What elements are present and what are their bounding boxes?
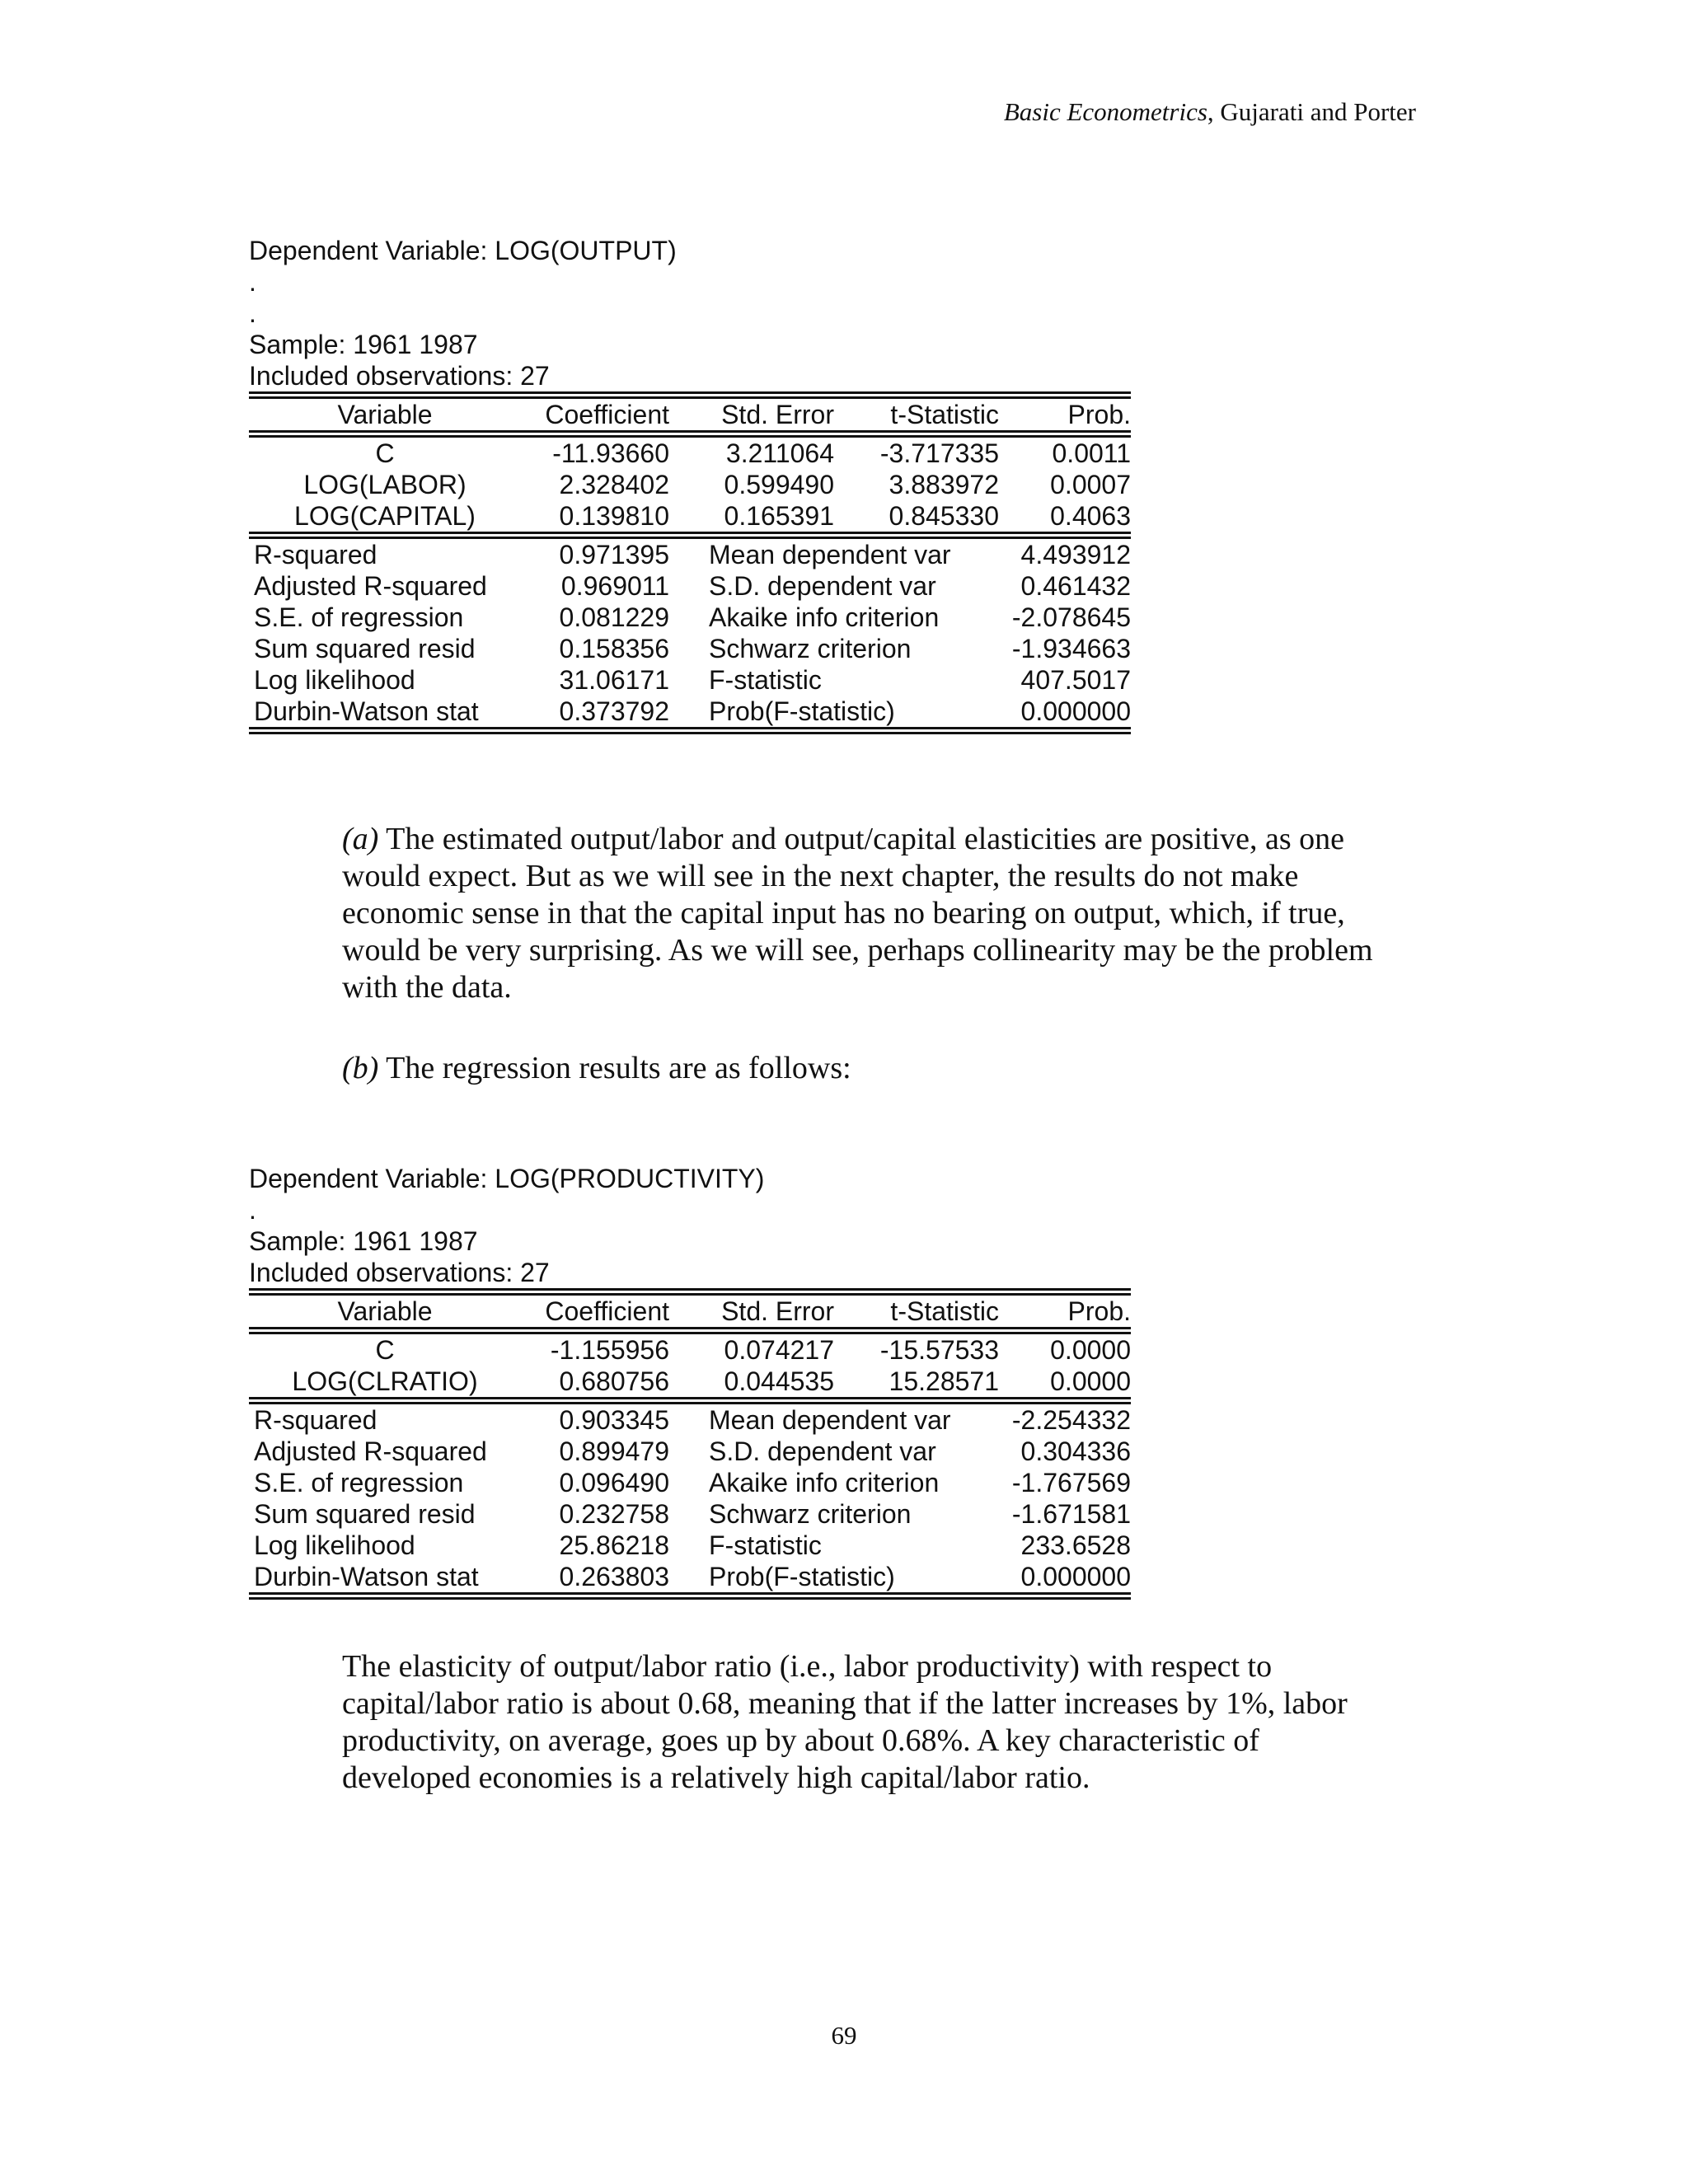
rule-double xyxy=(249,1592,1131,1600)
cell: Schwarz criterion xyxy=(709,1499,912,1529)
rule-double xyxy=(249,391,1131,399)
cell: 0.4063 xyxy=(1050,501,1131,531)
observations: Included observations: 27 xyxy=(249,1258,550,1287)
cell: S.E. of regression xyxy=(254,1468,464,1497)
cell: 0.845330 xyxy=(889,501,999,531)
cell: -3.717335 xyxy=(879,438,999,468)
observations: Included observations: 27 xyxy=(249,361,550,391)
col-header: Std. Error xyxy=(721,400,834,429)
cell: 0.304336 xyxy=(1020,1436,1131,1466)
stat-row xyxy=(249,664,1131,696)
stat-row xyxy=(249,696,1131,727)
cell: Mean dependent var xyxy=(709,1405,951,1435)
elision-dot: . xyxy=(249,267,256,297)
cell: 0.903345 xyxy=(559,1405,669,1435)
paragraph-conclusion xyxy=(342,1648,1381,1797)
cell: LOG(CLRATIO) xyxy=(292,1366,478,1396)
cell: Schwarz criterion xyxy=(709,634,912,663)
cell: 0.899479 xyxy=(559,1436,669,1466)
regression-output-1 xyxy=(249,235,1131,734)
cell: 0.0007 xyxy=(1050,470,1131,499)
cell: Durbin-Watson stat xyxy=(254,696,479,726)
cell: 0.044535 xyxy=(724,1366,834,1396)
cell: Sum squared resid xyxy=(254,1499,476,1529)
paragraph-a xyxy=(342,821,1381,1006)
stat-row xyxy=(249,1467,1131,1498)
rule-double xyxy=(249,727,1131,734)
stat-row xyxy=(249,570,1131,602)
paragraph-b xyxy=(342,1050,1381,1087)
col-header: t-Statistic xyxy=(890,400,999,429)
stat-row xyxy=(249,1530,1131,1561)
elision-dot: . xyxy=(249,1195,256,1225)
stat-row xyxy=(249,1404,1131,1436)
cell: LOG(LABOR) xyxy=(303,470,467,499)
coef-row xyxy=(249,469,1131,500)
cell: 0.165391 xyxy=(724,501,834,531)
cell: 4.493912 xyxy=(1020,540,1131,569)
cell: 0.0000 xyxy=(1050,1335,1131,1365)
col-header: Variable xyxy=(337,1296,433,1326)
cell: 0.074217 xyxy=(724,1335,834,1365)
cell: Akaike info criterion xyxy=(709,1468,940,1497)
rule-double xyxy=(249,1327,1131,1334)
coef-row xyxy=(249,1334,1131,1366)
col-header: Coefficient xyxy=(545,1296,669,1326)
cell: 3.883972 xyxy=(889,470,999,499)
cell: 0.461432 xyxy=(1020,571,1131,601)
stat-row xyxy=(249,1561,1131,1592)
cell: 0.096490 xyxy=(559,1468,669,1497)
col-header: t-Statistic xyxy=(890,1296,999,1326)
rule-double xyxy=(249,1288,1131,1296)
cell: 0.599490 xyxy=(724,470,834,499)
cell: 0.139810 xyxy=(559,501,669,531)
cell: 0.971395 xyxy=(559,540,669,569)
cell: 0.158356 xyxy=(559,634,669,663)
elision-dot: . xyxy=(249,298,256,328)
cell: C xyxy=(375,1335,395,1365)
paragraph-text: The estimated output/labor and output/capital elasticities are positive, as one would expect. But as we will see in the next chapter, the results do not make economic sense in that the capital input has no bearing on output, which, if true, would be very surprising. As we will see, perhaps collinearity may be the problem with the data. xyxy=(342,822,1373,1005)
cell: 0.000000 xyxy=(1020,696,1131,726)
coef-row xyxy=(249,438,1131,469)
cell: -2.078645 xyxy=(1011,602,1131,632)
cell: Prob(F-statistic) xyxy=(709,1562,895,1591)
cell: Log likelihood xyxy=(254,1530,415,1560)
dependent-variable: Dependent Variable: LOG(OUTPUT) xyxy=(249,236,677,265)
stat-row xyxy=(249,1436,1131,1467)
cell: Sum squared resid xyxy=(254,634,476,663)
part-label: (a) xyxy=(342,822,379,856)
cell: -1.934663 xyxy=(1011,634,1131,663)
cell: -11.93660 xyxy=(552,438,669,468)
stat-row xyxy=(249,633,1131,664)
cell: 0.0000 xyxy=(1050,1366,1131,1396)
regression-output-2 xyxy=(249,1163,1131,1600)
running-head xyxy=(1004,97,1416,127)
cell: 0.969011 xyxy=(560,571,669,601)
cell: 0.680756 xyxy=(559,1366,669,1396)
col-header: Std. Error xyxy=(721,1296,834,1326)
cell: Adjusted R-squared xyxy=(254,1436,487,1466)
cell: -2.254332 xyxy=(1011,1405,1131,1435)
paragraph-text: The elasticity of output/labor ratio (i.e., labor productivity) with respect to capital/labor ratio is about 0.68, meaning that if the latter increases by 1%, labor productivity, on average, goes up by about 0.68%. A key characteristic of developed economies is a relatively high capital/labor ratio. xyxy=(342,1649,1348,1795)
stat-row xyxy=(249,1498,1131,1530)
coef-header-row xyxy=(249,1296,1131,1327)
cell: -1.671581 xyxy=(1011,1499,1131,1529)
col-header: Variable xyxy=(337,400,433,429)
page-number: 69 xyxy=(831,2021,857,2050)
cell: 233.6528 xyxy=(1020,1530,1131,1560)
cell: 0.000000 xyxy=(1020,1562,1131,1591)
sample-range: Sample: 1961 1987 xyxy=(249,1226,478,1256)
col-header: Coefficient xyxy=(545,400,669,429)
coef-row xyxy=(249,500,1131,532)
cell: 407.5017 xyxy=(1020,665,1131,695)
cell: LOG(CAPITAL) xyxy=(294,501,476,531)
paragraph-text: The regression results are as follows: xyxy=(378,1051,851,1085)
rule-double xyxy=(249,430,1131,438)
cell: -1.767569 xyxy=(1011,1468,1131,1497)
cell: S.D. dependent var xyxy=(709,1436,936,1466)
stat-row xyxy=(249,539,1131,570)
cell: Adjusted R-squared xyxy=(254,571,487,601)
authors: , Gujarati and Porter xyxy=(1207,97,1416,126)
cell: 0.232758 xyxy=(559,1499,669,1529)
cell: 0.373792 xyxy=(559,696,669,726)
cell: -1.155956 xyxy=(550,1335,669,1365)
book-title: Basic Econometrics xyxy=(1003,97,1207,126)
coef-header-row xyxy=(249,399,1131,430)
cell: Log likelihood xyxy=(254,665,415,695)
cell: 25.86218 xyxy=(559,1530,669,1560)
cell: -15.57533 xyxy=(879,1335,999,1365)
cell: Mean dependent var xyxy=(709,540,951,569)
cell: F-statistic xyxy=(709,665,822,695)
col-header: Prob. xyxy=(1067,400,1131,429)
cell: F-statistic xyxy=(709,1530,822,1560)
cell: 0.0011 xyxy=(1052,438,1131,468)
cell: Prob(F-statistic) xyxy=(709,696,895,726)
coef-row xyxy=(249,1366,1131,1397)
cell: R-squared xyxy=(254,540,377,569)
stat-row xyxy=(249,602,1131,633)
rule-double xyxy=(249,1397,1131,1404)
cell: 3.211064 xyxy=(725,438,834,468)
cell: S.E. of regression xyxy=(254,602,464,632)
cell: S.D. dependent var xyxy=(709,571,936,601)
cell: 0.081229 xyxy=(559,602,669,632)
cell: C xyxy=(375,438,395,468)
cell: Akaike info criterion xyxy=(709,602,940,632)
cell: 31.06171 xyxy=(559,665,669,695)
cell: R-squared xyxy=(254,1405,377,1435)
cell: 15.28571 xyxy=(889,1366,999,1396)
sample-range: Sample: 1961 1987 xyxy=(249,330,478,359)
part-label: (b) xyxy=(342,1051,379,1085)
cell: 0.263803 xyxy=(559,1562,669,1591)
dependent-variable: Dependent Variable: LOG(PRODUCTIVITY) xyxy=(249,1164,765,1193)
col-header: Prob. xyxy=(1067,1296,1131,1326)
rule-double xyxy=(249,532,1131,539)
cell: Durbin-Watson stat xyxy=(254,1562,479,1591)
cell: 2.328402 xyxy=(559,470,669,499)
